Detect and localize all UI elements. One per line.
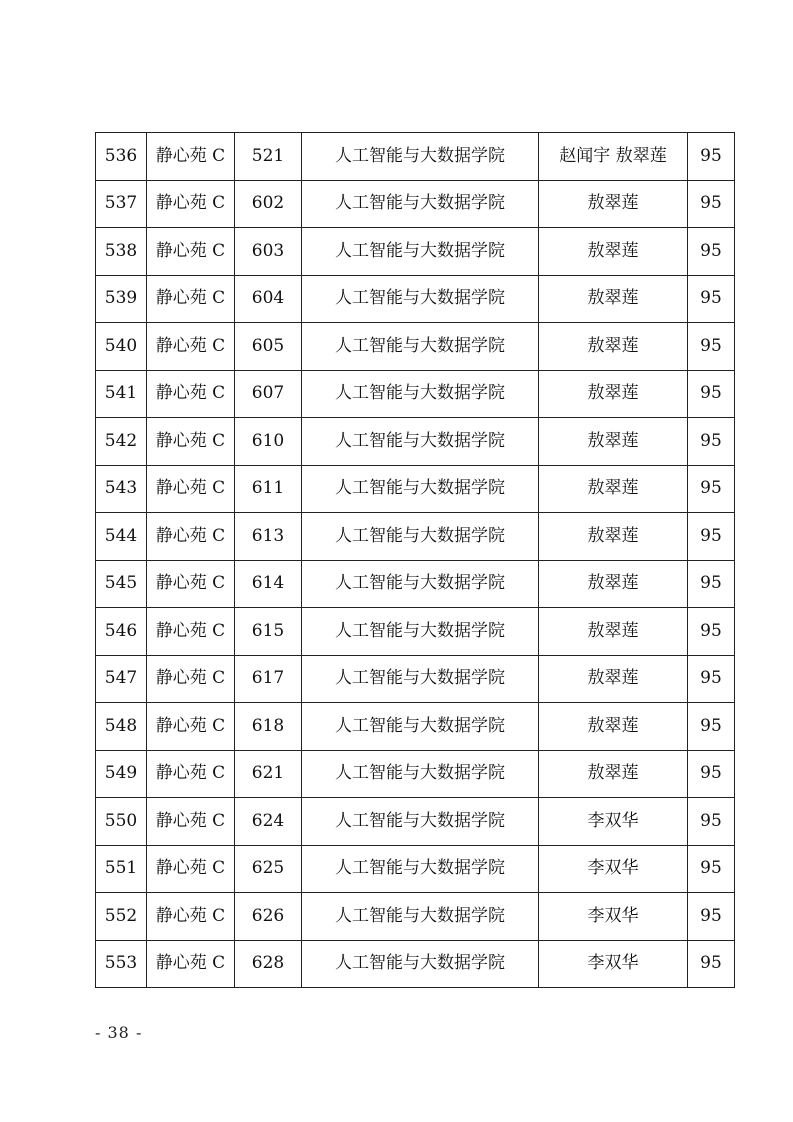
cell-room-number: 615: [235, 608, 302, 656]
cell-room-number: 607: [235, 370, 302, 418]
cell-responsible-person: 李双华: [539, 893, 688, 941]
cell-score: 95: [688, 750, 735, 798]
table-row: [96, 370, 735, 418]
cell-row-number: 536: [96, 133, 147, 181]
cell-row-number: 550: [96, 798, 147, 846]
cell-responsible-person: 敖翠莲: [539, 560, 688, 608]
cell-row-number: 539: [96, 275, 147, 323]
cell-room-number: 621: [235, 750, 302, 798]
cell-score: 95: [688, 418, 735, 466]
cell-row-number: 543: [96, 465, 147, 513]
cell-responsible-person: 赵闻宇 敖翠莲: [539, 133, 688, 181]
cell-score: 95: [688, 893, 735, 941]
cell-responsible-person: 敖翠莲: [539, 418, 688, 466]
cell-room-number: 610: [235, 418, 302, 466]
cell-score: 95: [688, 180, 735, 228]
table-row: [96, 608, 735, 656]
cell-college: 人工智能与大数据学院: [302, 845, 539, 893]
cell-building: 静心苑 C: [147, 418, 235, 466]
cell-building: 静心苑 C: [147, 893, 235, 941]
cell-score: 95: [688, 323, 735, 371]
cell-responsible-person: 敖翠莲: [539, 228, 688, 276]
table-row: [96, 418, 735, 466]
cell-college: 人工智能与大数据学院: [302, 750, 539, 798]
table-row: [96, 275, 735, 323]
cell-score: 95: [688, 845, 735, 893]
cell-score: 95: [688, 228, 735, 276]
table-row: [96, 323, 735, 371]
cell-score: 95: [688, 465, 735, 513]
cell-row-number: 542: [96, 418, 147, 466]
table-body: [96, 133, 735, 988]
cell-score: 95: [688, 513, 735, 561]
table-row: [96, 180, 735, 228]
cell-room-number: 521: [235, 133, 302, 181]
cell-building: 静心苑 C: [147, 703, 235, 751]
cell-room-number: 611: [235, 465, 302, 513]
cell-responsible-person: 敖翠莲: [539, 655, 688, 703]
cell-score: 95: [688, 608, 735, 656]
cell-score: 95: [688, 798, 735, 846]
table-row: [96, 940, 735, 988]
cell-score: 95: [688, 940, 735, 988]
cell-college: 人工智能与大数据学院: [302, 893, 539, 941]
cell-responsible-person: 李双华: [539, 940, 688, 988]
cell-building: 静心苑 C: [147, 323, 235, 371]
cell-row-number: 541: [96, 370, 147, 418]
cell-responsible-person: 敖翠莲: [539, 275, 688, 323]
cell-room-number: 602: [235, 180, 302, 228]
table-row: [96, 228, 735, 276]
cell-responsible-person: 敖翠莲: [539, 465, 688, 513]
cell-responsible-person: 敖翠莲: [539, 370, 688, 418]
table-row: [96, 703, 735, 751]
cell-building: 静心苑 C: [147, 133, 235, 181]
cell-row-number: 546: [96, 608, 147, 656]
cell-responsible-person: 敖翠莲: [539, 750, 688, 798]
cell-responsible-person: 敖翠莲: [539, 703, 688, 751]
cell-row-number: 545: [96, 560, 147, 608]
cell-score: 95: [688, 275, 735, 323]
cell-college: 人工智能与大数据学院: [302, 323, 539, 371]
cell-room-number: 604: [235, 275, 302, 323]
cell-college: 人工智能与大数据学院: [302, 180, 539, 228]
cell-college: 人工智能与大数据学院: [302, 275, 539, 323]
cell-building: 静心苑 C: [147, 798, 235, 846]
cell-room-number: 628: [235, 940, 302, 988]
table-row: [96, 798, 735, 846]
table-row: [96, 893, 735, 941]
cell-college: 人工智能与大数据学院: [302, 513, 539, 561]
cell-college: 人工智能与大数据学院: [302, 655, 539, 703]
cell-building: 静心苑 C: [147, 655, 235, 703]
cell-college: 人工智能与大数据学院: [302, 940, 539, 988]
cell-building: 静心苑 C: [147, 370, 235, 418]
cell-room-number: 617: [235, 655, 302, 703]
cell-score: 95: [688, 133, 735, 181]
cell-college: 人工智能与大数据学院: [302, 418, 539, 466]
table-row: [96, 513, 735, 561]
cell-score: 95: [688, 560, 735, 608]
cell-row-number: 549: [96, 750, 147, 798]
cell-responsible-person: 李双华: [539, 798, 688, 846]
cell-building: 静心苑 C: [147, 513, 235, 561]
cell-room-number: 626: [235, 893, 302, 941]
cell-college: 人工智能与大数据学院: [302, 228, 539, 276]
cell-room-number: 605: [235, 323, 302, 371]
table-row: [96, 845, 735, 893]
cell-college: 人工智能与大数据学院: [302, 560, 539, 608]
table-row: [96, 133, 735, 181]
cell-score: 95: [688, 703, 735, 751]
cell-college: 人工智能与大数据学院: [302, 465, 539, 513]
cell-row-number: 548: [96, 703, 147, 751]
cell-room-number: 613: [235, 513, 302, 561]
cell-responsible-person: 敖翠莲: [539, 608, 688, 656]
cell-row-number: 553: [96, 940, 147, 988]
cell-responsible-person: 敖翠莲: [539, 513, 688, 561]
cell-room-number: 625: [235, 845, 302, 893]
cell-row-number: 552: [96, 893, 147, 941]
table-row: [96, 655, 735, 703]
cell-row-number: 540: [96, 323, 147, 371]
table-row: [96, 465, 735, 513]
cell-row-number: 547: [96, 655, 147, 703]
cell-college: 人工智能与大数据学院: [302, 703, 539, 751]
cell-row-number: 538: [96, 228, 147, 276]
cell-building: 静心苑 C: [147, 608, 235, 656]
page-number: - 38 -: [95, 1023, 143, 1042]
dormitory-score-table: [95, 132, 735, 988]
cell-row-number: 544: [96, 513, 147, 561]
cell-score: 95: [688, 370, 735, 418]
cell-building: 静心苑 C: [147, 180, 235, 228]
cell-room-number: 618: [235, 703, 302, 751]
cell-college: 人工智能与大数据学院: [302, 798, 539, 846]
cell-college: 人工智能与大数据学院: [302, 133, 539, 181]
cell-building: 静心苑 C: [147, 845, 235, 893]
cell-building: 静心苑 C: [147, 940, 235, 988]
cell-row-number: 551: [96, 845, 147, 893]
cell-responsible-person: 李双华: [539, 845, 688, 893]
cell-college: 人工智能与大数据学院: [302, 608, 539, 656]
table-row: [96, 750, 735, 798]
cell-responsible-person: 敖翠莲: [539, 180, 688, 228]
cell-row-number: 537: [96, 180, 147, 228]
cell-building: 静心苑 C: [147, 465, 235, 513]
cell-score: 95: [688, 655, 735, 703]
cell-building: 静心苑 C: [147, 560, 235, 608]
cell-building: 静心苑 C: [147, 750, 235, 798]
cell-room-number: 614: [235, 560, 302, 608]
cell-room-number: 624: [235, 798, 302, 846]
cell-building: 静心苑 C: [147, 228, 235, 276]
cell-responsible-person: 敖翠莲: [539, 323, 688, 371]
table-row: [96, 560, 735, 608]
cell-building: 静心苑 C: [147, 275, 235, 323]
cell-college: 人工智能与大数据学院: [302, 370, 539, 418]
cell-room-number: 603: [235, 228, 302, 276]
